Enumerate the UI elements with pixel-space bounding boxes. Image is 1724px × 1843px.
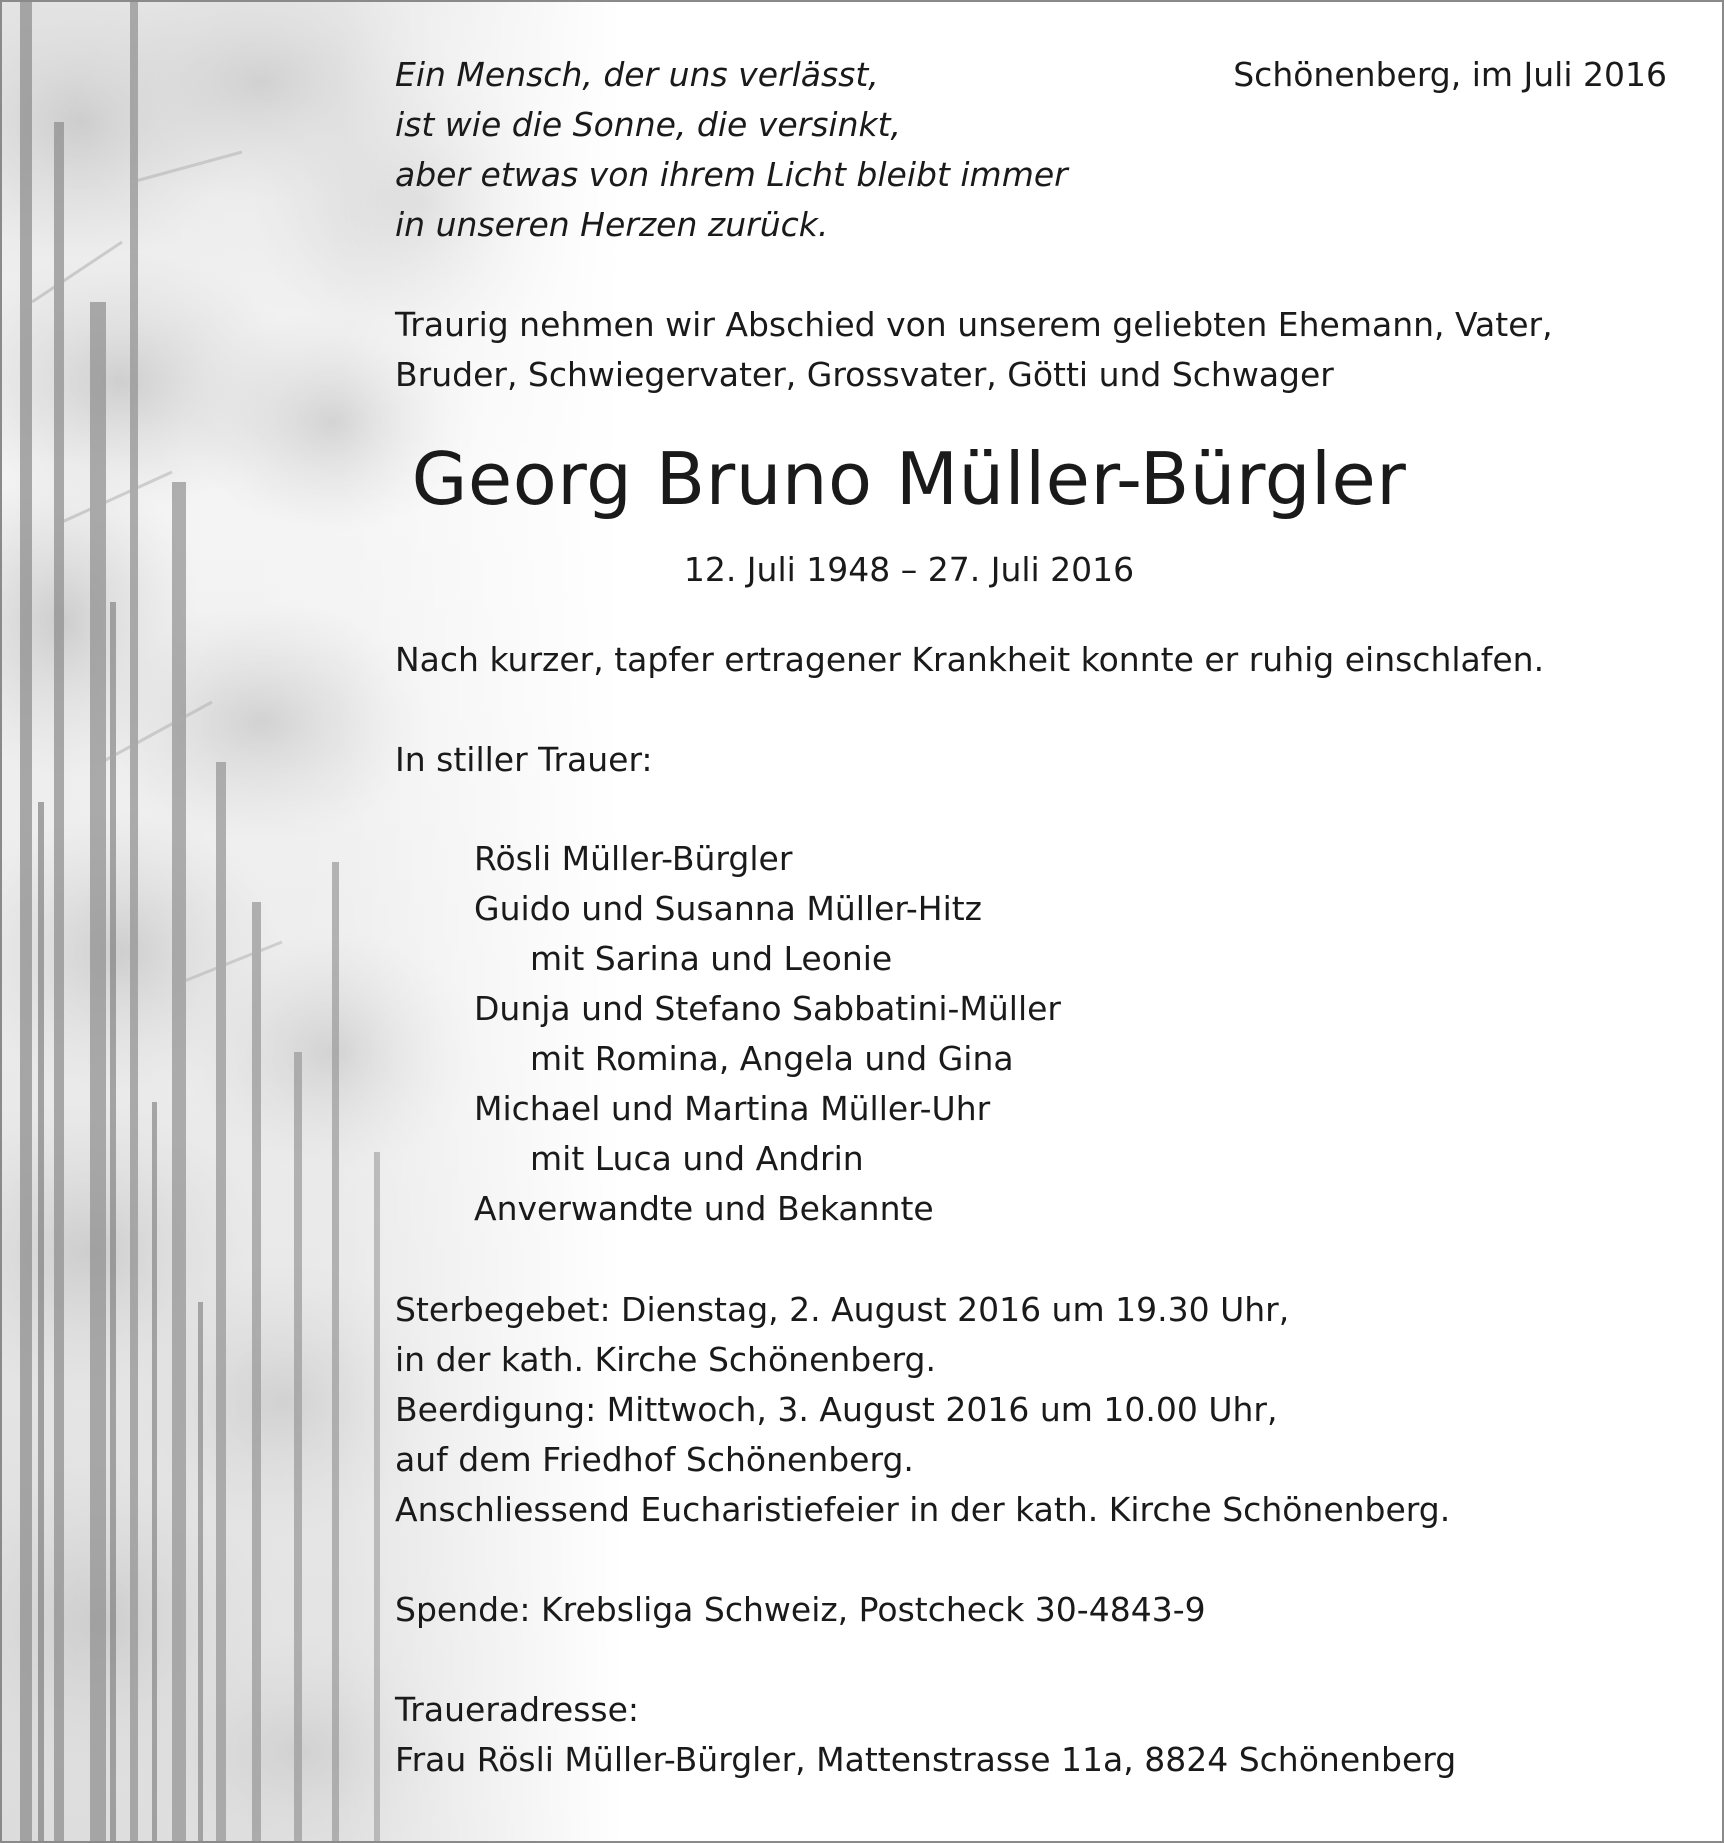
ceremony-line: Sterbegebet: Dienstag, 2. August 2016 um 19.30 Uhr,: [395, 1290, 1290, 1329]
deceased-name: Georg Bruno Müller-Bürgler: [411, 437, 1407, 521]
ceremony-line: Beerdigung: Mittwoch, 3. August 2016 um 10.00 Uhr,: [395, 1390, 1278, 1429]
verse: [395, 50, 1068, 250]
place-date: Schönenberg, im Juli 2016: [1233, 55, 1667, 94]
ceremony-line: in der kath. Kirche Schönenberg.: [395, 1340, 936, 1379]
mourner-entry: Anverwandte und Bekannte: [474, 1189, 934, 1228]
mourning-address: Frau Rösli Müller-Bürgler, Mattenstrasse 11a, 8824 Schönenberg: [395, 1740, 1457, 1779]
ceremony-details: [395, 1285, 1450, 1535]
intro-text: [395, 300, 1553, 400]
mourner-entry: Guido und Susanna Müller-Hitz: [474, 889, 983, 928]
ceremony-line: Anschliessend Eucharistiefeier in der kath. Kirche Schönenberg.: [395, 1490, 1451, 1529]
verse-line: Ein Mensch, der uns verlässt,: [395, 55, 879, 94]
illness-text: Nach kurzer, tapfer ertragener Krankheit konnte er ruhig einschlafen.: [395, 640, 1545, 679]
intro-line: Bruder, Schwiegervater, Grossvater, Götti und Schwager: [395, 355, 1334, 394]
mourner-entry: Rösli Müller-Bürgler: [474, 839, 793, 878]
mourner-sub-entry: mit Romina, Angela und Gina: [530, 1039, 1014, 1078]
mourners-list: [474, 834, 1061, 1234]
ceremony-line: auf dem Friedhof Schönenberg.: [395, 1440, 914, 1479]
verse-line: in unseren Herzen zurück.: [395, 205, 829, 244]
mourner-sub-entry: mit Sarina und Leonie: [530, 939, 893, 978]
mourner-sub-entry: mit Luca und Andrin: [530, 1139, 864, 1178]
mourner-entry: Michael und Martina Müller-Uhr: [474, 1089, 991, 1128]
verse-line: ist wie die Sonne, die versinkt,: [395, 105, 902, 144]
address-label: Traueradresse:: [395, 1690, 640, 1729]
donation-info: Spende: Krebsliga Schweiz, Postcheck 30-4843-9: [395, 1590, 1206, 1629]
life-dates: 12. Juli 1948 – 27. Juli 2016: [683, 550, 1135, 589]
mourner-entry: Dunja und Stefano Sabbatini-Müller: [474, 989, 1061, 1028]
verse-line: aber etwas von ihrem Licht bleibt immer: [395, 155, 1068, 194]
intro-line: Traurig nehmen wir Abschied von unserem geliebten Ehemann, Vater,: [395, 305, 1553, 344]
mourning-label: In stiller Trauer:: [395, 740, 653, 779]
